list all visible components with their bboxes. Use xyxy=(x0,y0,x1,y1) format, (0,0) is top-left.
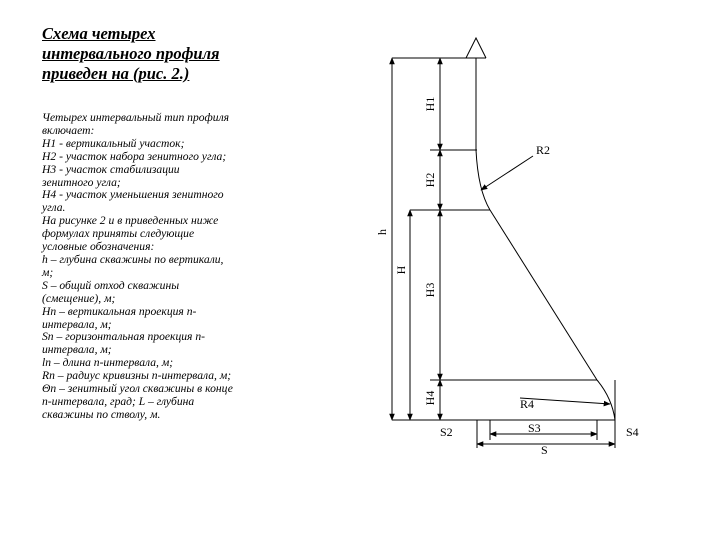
label-H3: H3 xyxy=(423,282,437,298)
desc-line: n-интервала, град; L – глубина xyxy=(42,394,195,408)
desc-line: h – глубина скважины по вертикали, xyxy=(42,252,224,266)
drop-section-h4 xyxy=(597,380,615,420)
desc-line: S – общий отход скважины xyxy=(42,278,180,292)
title-line-3: приведен на (рис. 2.) xyxy=(42,64,190,83)
tangent-section-h3 xyxy=(490,210,597,380)
desc-line: Н1 - вертикальный участок; xyxy=(42,136,185,150)
label-S4: S4 xyxy=(626,425,639,439)
desc-line: включает: xyxy=(42,123,95,137)
desc-line: На рисунке 2 и в приведенных ниже xyxy=(42,214,219,228)
label-S3: S3 xyxy=(528,421,541,435)
label-h: h xyxy=(375,229,389,235)
label-H1: H1 xyxy=(423,96,437,112)
desc-line: Нn – вертикальная проекция n- xyxy=(42,304,197,318)
build-section-h2 xyxy=(476,150,490,210)
desc-line: Sn – горизонтальная проекция n- xyxy=(42,330,205,344)
title-line-2: интервального профиля xyxy=(42,44,220,63)
desc-line: (смещение), м; xyxy=(42,291,116,305)
desc-line: условные обозначения: xyxy=(42,240,155,254)
desc-line: ln – длина n-интервала, м; xyxy=(42,356,174,370)
desc-line: интервала, м; xyxy=(42,343,112,357)
desc-line: Rn – радиус кривизны n-интервала, м; xyxy=(42,369,232,383)
label-H: H xyxy=(394,265,408,275)
label-H4: H4 xyxy=(423,390,437,406)
label-S: S xyxy=(541,443,548,457)
desc-line: зенитного угла; xyxy=(42,175,121,189)
title-line-1: Схема четырех xyxy=(42,24,156,43)
desc-line: Н4 - участок уменьшения зенитного xyxy=(42,188,224,202)
leader-R2 xyxy=(481,156,533,190)
label-S2: S2 xyxy=(440,425,453,439)
desc-line: Четырех интервальный тип профиля xyxy=(42,111,230,124)
desc-line: м; xyxy=(42,265,54,279)
label-R4: R4 xyxy=(520,397,535,411)
desc-line: угла. xyxy=(42,201,66,215)
desc-line: скважины по стволу, м. xyxy=(42,407,161,421)
desc-line: Н3 - участок стабилизации xyxy=(42,162,180,176)
wellhead-triangle xyxy=(466,38,486,58)
label-H2: H2 xyxy=(423,172,437,188)
desc-line: формулах приняты следующие xyxy=(42,227,195,241)
desc-line: Θn – зенитный угол скважины в конце xyxy=(42,382,233,396)
label-R2: R2 xyxy=(536,143,551,157)
desc-line: Н2 - участок набора зенитного угла; xyxy=(42,149,227,163)
desc-line: интервала, м; xyxy=(42,317,112,331)
